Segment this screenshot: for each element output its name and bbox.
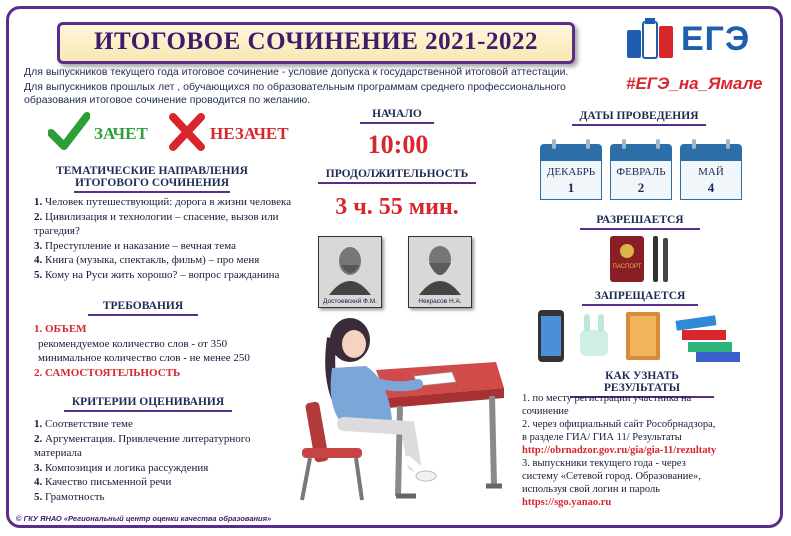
list-item: 3. Композиция и логика рассуждения — [34, 461, 209, 474]
themes-header — [52, 165, 252, 193]
list-item: 2. Цивилизация и технологии – спасение, вызов или — [34, 210, 279, 223]
start-time: 10:00 — [367, 130, 429, 159]
passport-icon — [610, 236, 644, 282]
dates-header: ДАТЫ ПРОВЕДЕНИЯ — [572, 110, 706, 126]
list-item: 4. Книга (музыка, спектакль, фильм) – про меня — [34, 254, 260, 266]
page-title: ИТОГОВОЕ СОЧИНЕНИЕ 2021-2022 — [57, 22, 575, 64]
calendar-icon — [680, 144, 742, 160]
volume-line-1: рекомендуемое количество слов - от 350 — [38, 337, 228, 350]
rosobrnadzor-link[interactable]: http://obrnadzor.gov.ru/gia/gia-11/rezultaty — [522, 445, 717, 456]
criteria-list — [34, 417, 304, 504]
list-item: 2. Аргументация. Привлечение литературного — [34, 432, 251, 445]
requirements-header: ТРЕБОВАНИЯ — [88, 300, 198, 316]
list-item: 5. Грамотность — [34, 490, 105, 503]
intro-line-1: Для выпускников текущего года итоговое сочинение - условие допуска к государственной итоговой аттестации. — [24, 66, 569, 78]
duration-value: 3 ч. 55 мин. — [335, 194, 459, 220]
portrait-nekrasov — [408, 236, 472, 308]
list-item: 1. Соответствие теме — [34, 418, 133, 430]
requirements-block — [34, 322, 314, 380]
portrait-caption: Некрасов Н.А. — [418, 298, 462, 305]
earbuds-icon — [580, 314, 608, 356]
list-item: трагедия? — [34, 225, 80, 237]
criteria-header: КРИТЕРИИ ОЦЕНИВАНИЯ — [64, 396, 232, 412]
themes-header-line1: ТЕМАТИЧЕСКИЕ НАПРАВЛЕНИЯ — [56, 165, 248, 177]
calendar-icon — [610, 144, 672, 160]
calendar-may: МАЙ 4 — [680, 144, 742, 202]
allowed-header: РАЗРЕШАЕТСЯ — [580, 214, 700, 230]
list-item: 1. Человек путешествующий: дорога в жизни человека — [34, 196, 292, 208]
volume-label: 1. ОБЪЕМ — [34, 323, 87, 335]
hashtag: #ЕГЭ_на_Ямале — [626, 74, 763, 93]
calendar-february: ФЕВРАЛЬ 2 — [610, 144, 672, 202]
portrait-caption: Достоевский Ф.М. — [323, 298, 377, 305]
notebook-icon — [626, 312, 660, 360]
logo-text: ЕГЭ — [681, 20, 751, 58]
list-item: 3. Преступление и наказание – вечная тема — [34, 239, 236, 252]
start-header: НАЧАЛО — [360, 108, 434, 124]
portrait-image-icon — [319, 237, 381, 295]
portrait-dostoevsky — [318, 236, 382, 308]
themes-underline — [74, 191, 230, 193]
intro-line-2: Для выпускников прошлых лет , обучающихся по образовательным программам среднего профессионального — [24, 81, 566, 93]
checkmark-icon — [48, 112, 90, 152]
independence-label: 2. САМОСТОЯТЕЛЬНОСТЬ — [34, 366, 181, 379]
footer-text: ГКУ ЯНАО «Региональный центр оценки качества образования» — [23, 514, 272, 523]
list-item: материала — [34, 447, 82, 459]
fail-label: НЕЗАЧЕТ — [210, 124, 289, 143]
results-block: 1. по месту регистрации участника на сочинение 2. через официальный сайт Рособрнадзора, в разделе ГИА/ ГИА 11/ Результаты http://obrnadzor.gov.ru/gia/gia-11/rezultaty 3. выпускники текущего года - через систему «Сетевой город. Образование», используя свой логин и пароль https://sgo.yanao.ru — [522, 393, 717, 508]
duration-header: ПРОДОЛЖИТЕЛЬНОСТЬ — [318, 168, 476, 184]
calendar-december: ДЕКАБРЬ 1 — [540, 144, 602, 202]
volume-line-2: минимальное количество слов - не менее 250 — [38, 352, 250, 364]
forbidden-items-icons — [536, 308, 760, 364]
sgo-link[interactable]: https://sgo.yanao.ru — [522, 497, 612, 508]
student-at-desk-illustration — [296, 310, 506, 506]
passport-label: ПАСПОРТ — [612, 264, 642, 270]
list-item: 4. Качество письменной речи — [34, 476, 172, 488]
forbidden-header: ЗАПРЕЩАЕТСЯ — [582, 290, 698, 306]
list-item: 5. Кому на Руси жить хорошо? – вопрос гражданина — [34, 268, 280, 281]
pens-icon — [650, 234, 672, 286]
themes-header-line2: ИТОГОВОГО СОЧИНЕНИЯ — [74, 177, 229, 189]
cross-icon — [168, 112, 206, 152]
ege-logo — [625, 16, 755, 64]
results-header: КАК УЗНАТЬ РЕЗУЛЬТАТЫ — [570, 370, 714, 398]
copyright-icon: © — [16, 514, 22, 523]
books-icon — [675, 315, 740, 362]
pass-label: ЗАЧЕТ — [94, 124, 148, 143]
portrait-image-icon — [409, 237, 471, 295]
calendar-icon — [540, 144, 602, 160]
footer — [16, 514, 271, 523]
themes-list — [34, 195, 304, 282]
intro-line-3: образования итоговое сочинение проводится по желанию. — [24, 94, 311, 106]
